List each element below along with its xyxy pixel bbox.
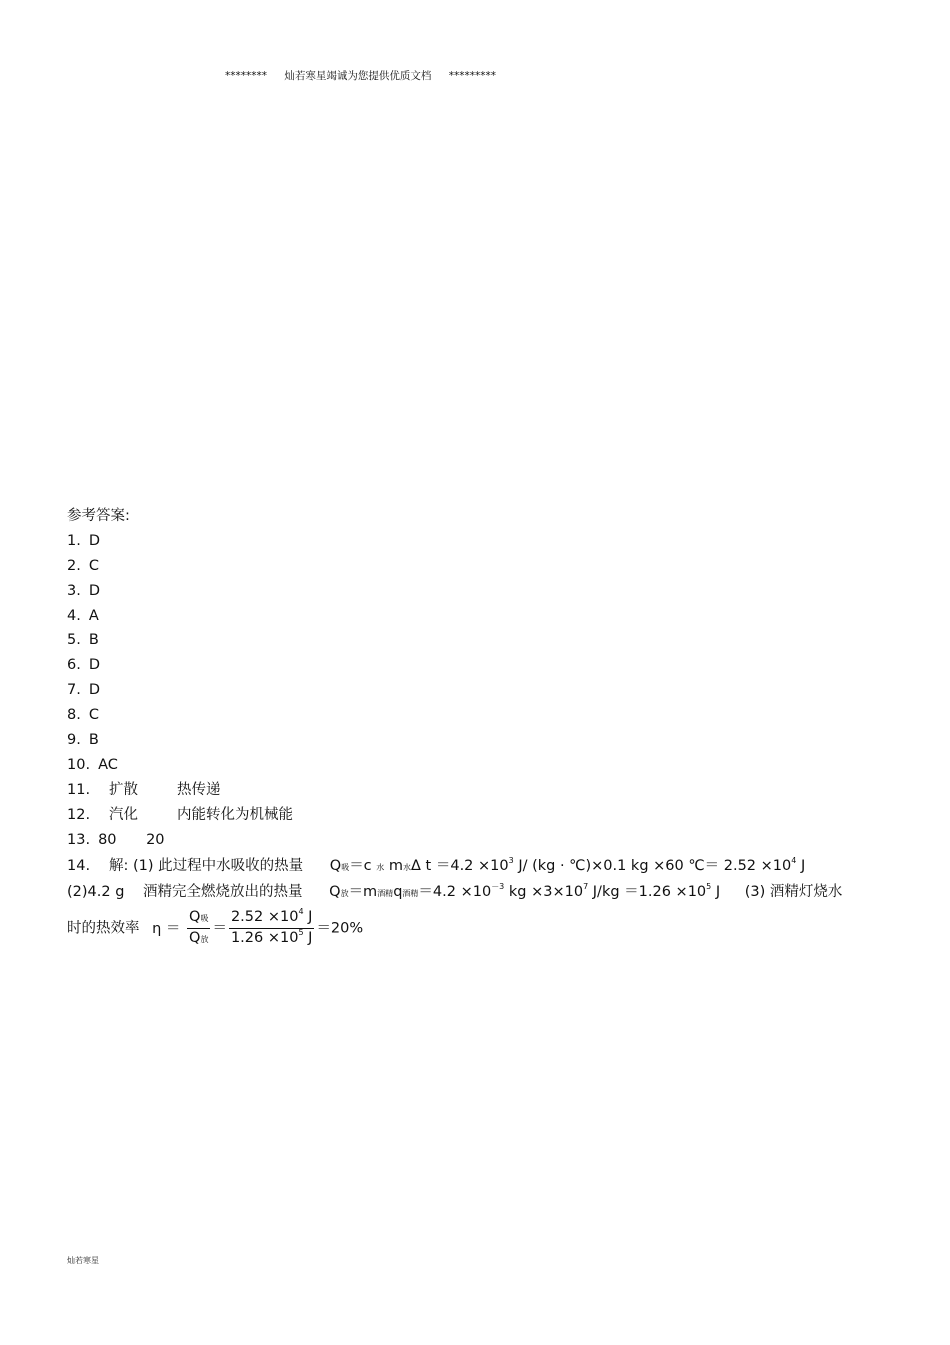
delta-t: Δ t ＝4.2 ×10 bbox=[411, 858, 509, 875]
answer-value: AC bbox=[98, 756, 118, 773]
page-header bbox=[225, 68, 496, 83]
answer-value: B bbox=[88, 632, 99, 649]
answer-part-a: 80 bbox=[98, 831, 117, 848]
answer-number: 10. bbox=[67, 756, 91, 773]
answer-number: 1. bbox=[67, 532, 81, 549]
unit-joule: J bbox=[308, 909, 313, 926]
answer-number: 6. bbox=[67, 657, 81, 674]
unit-joule: J bbox=[308, 930, 313, 947]
answer-part-a: 扩散 bbox=[109, 781, 138, 798]
heat-value-symbol: q bbox=[393, 884, 403, 901]
part2-start: (2)4.2 g bbox=[67, 884, 125, 901]
efficiency-fraction-numeric bbox=[229, 908, 314, 949]
answer-item bbox=[67, 755, 887, 780]
header-stars-left: ******** bbox=[225, 70, 267, 82]
answer-part-a: 汽化 bbox=[109, 806, 138, 823]
answer-number: 13. bbox=[67, 831, 91, 848]
part3-label: (3) 酒精灯烧水 bbox=[744, 884, 843, 901]
answer-value: D bbox=[88, 532, 101, 549]
answer-part-b: 热传递 bbox=[177, 781, 221, 798]
numerator-q: Q bbox=[189, 909, 201, 926]
efficiency-result: ＝20% bbox=[316, 920, 364, 937]
part3-continued: 时的热效率 bbox=[67, 920, 140, 937]
answer-value: D bbox=[88, 582, 101, 599]
answer-item-14-line1 bbox=[67, 854, 887, 880]
part1-label: (1) 此过程中水吸收的热量 bbox=[133, 858, 304, 875]
answer-value: C bbox=[88, 707, 99, 724]
answer-item bbox=[67, 655, 887, 680]
answer-number: 4. bbox=[67, 607, 81, 624]
answer-item bbox=[67, 531, 887, 556]
answer-heading: 参考答案: bbox=[67, 508, 130, 524]
answer-number: 2. bbox=[67, 557, 81, 574]
answer-item bbox=[67, 705, 887, 730]
answer-part-b: 20 bbox=[146, 831, 165, 848]
q-release-symbol: Q bbox=[329, 884, 341, 901]
sub-release: 放 bbox=[340, 889, 349, 899]
unit-joule: J bbox=[800, 858, 806, 875]
answer-part-b: 内能转化为机械能 bbox=[177, 806, 293, 823]
header-stars-right: ********* bbox=[448, 70, 496, 82]
exponent: 3 bbox=[508, 856, 514, 866]
answer-item-12 bbox=[67, 805, 887, 830]
answer-number: 11. bbox=[67, 781, 91, 798]
exponent: 5 bbox=[298, 928, 304, 938]
answer-number: 7. bbox=[67, 682, 81, 699]
sub-alcohol: 酒精 bbox=[377, 889, 394, 899]
answer-item bbox=[67, 680, 887, 705]
answer-item-14-line2 bbox=[67, 880, 887, 906]
answer-value: B bbox=[88, 732, 99, 749]
sub-water: 水 bbox=[403, 863, 412, 873]
q-absorb-symbol: Q bbox=[329, 858, 342, 875]
answer-number: 8. bbox=[67, 707, 81, 724]
answer-value: C bbox=[88, 557, 99, 574]
sub-absorb: 吸 bbox=[200, 914, 209, 924]
kg-expression: kg ×3×10 bbox=[508, 884, 584, 901]
sub-release: 放 bbox=[200, 935, 209, 945]
answer-number: 14. bbox=[67, 858, 91, 875]
answer-number: 3. bbox=[67, 582, 81, 599]
answer-value: D bbox=[88, 657, 101, 674]
answer-item bbox=[67, 606, 887, 631]
exponent: 5 bbox=[706, 882, 712, 892]
answer-item-14-line3: 时的热效率 η ＝ $\frac{\text{Q吸}}{\text{Q放}}$ ＝ $\frac{2.52 \times 10^4 J}{1.26 \times 10^5 J}$ ＝20% bbox=[67, 908, 887, 949]
part2-label: 酒精完全燃烧放出的热量 bbox=[143, 884, 303, 901]
answer-item bbox=[67, 581, 887, 606]
eq1: ＝c bbox=[349, 858, 372, 875]
solution-label: 解: bbox=[109, 858, 129, 875]
header-title: 灿若寒星竭诚为您提供优质文档 bbox=[284, 70, 432, 82]
sub-alcohol: 酒精 bbox=[402, 889, 419, 899]
exponent: 4 bbox=[791, 856, 797, 866]
exponent: 4 bbox=[298, 907, 304, 917]
eq2b: ＝4.2 ×10 bbox=[418, 884, 492, 901]
answer-number: 12. bbox=[67, 806, 91, 823]
exponent: －3 bbox=[491, 882, 505, 892]
answer-item bbox=[67, 730, 887, 755]
sub-absorb: 吸 bbox=[341, 863, 350, 873]
denominator-q: Q bbox=[189, 930, 201, 947]
answer-item-13 bbox=[67, 830, 887, 855]
answer-value: D bbox=[88, 682, 101, 699]
answer-item-11 bbox=[67, 780, 887, 805]
sub-water: 水 bbox=[376, 863, 385, 873]
numerator-value: 2.52 ×10 bbox=[230, 909, 299, 926]
answer-section bbox=[67, 506, 887, 949]
jkg-expression: J/kg ＝1.26 ×10 bbox=[592, 884, 707, 901]
page-footer: 灿若寒星 bbox=[67, 1256, 99, 1265]
eq2: ＝m bbox=[348, 884, 378, 901]
answer-number: 9. bbox=[67, 732, 81, 749]
denominator-value: 1.26 ×10 bbox=[230, 930, 299, 947]
unit-joule: J bbox=[715, 884, 721, 901]
answer-item bbox=[67, 630, 887, 655]
mass-symbol: m bbox=[388, 858, 404, 875]
answer-number: 5. bbox=[67, 632, 81, 649]
eta-symbol: η ＝ bbox=[152, 920, 181, 937]
exponent: 7 bbox=[583, 882, 589, 892]
efficiency-fraction-symbolic bbox=[187, 908, 210, 949]
answer-value: A bbox=[88, 607, 99, 624]
answer-item bbox=[67, 556, 887, 581]
unit-expression: J/ (kg · ℃)×0.1 kg ×60 ℃＝ 2.52 ×10 bbox=[518, 858, 792, 875]
